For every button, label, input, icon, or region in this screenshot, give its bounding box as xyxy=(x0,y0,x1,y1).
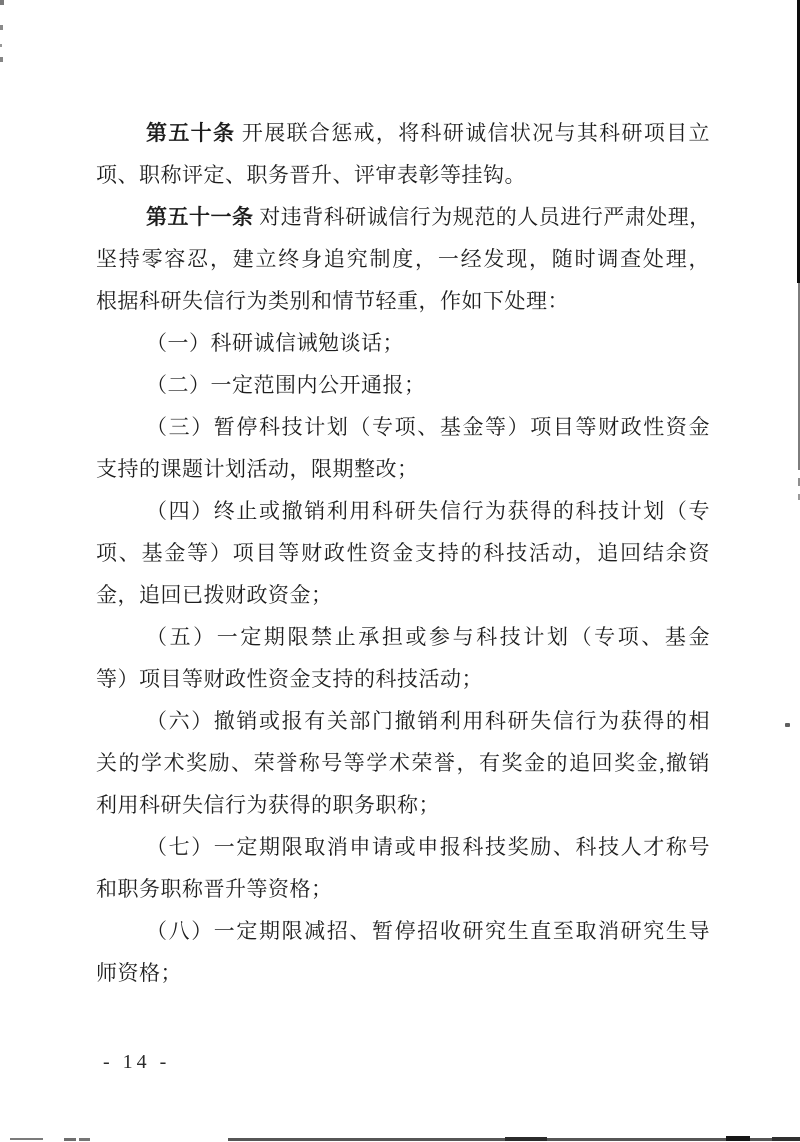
scan-artifact-left-tick xyxy=(0,0,4,5)
text-line: （三）暂停科技计划（专项、基金等）项目等财政性资金 xyxy=(146,415,710,439)
text-line: （七）一定期限取消申请或申报科技奖励、科技人才称号 xyxy=(146,835,710,859)
text-line: 和职务职称晋升等资格； xyxy=(96,877,333,901)
scan-artifact-speck xyxy=(785,723,790,727)
text-line: （一）科研诚信诫勉谈话； xyxy=(146,331,404,355)
text-line: 等）项目等财政性资金支持的科技活动； xyxy=(96,667,483,691)
scan-artifact-left-tick xyxy=(0,44,2,47)
scan-artifact-bottom-line xyxy=(505,1137,547,1141)
scan-artifact-left-tick xyxy=(0,57,3,62)
text-line: （二）一定范围内公开通报； xyxy=(146,373,426,397)
text-line: （六）撤销或报有关部门撤销利用科研失信行为获得的相 xyxy=(146,709,710,733)
text-line: 坚持零容忍，建立终身追究制度，一经发现，随时调查处理， xyxy=(96,247,710,271)
scan-artifact-bottom-line xyxy=(10,1138,43,1140)
document-body xyxy=(96,112,710,994)
text-line: （八）一定期限减招、暂停招收研究生直至取消研究生导 xyxy=(146,919,710,943)
text-line: （四）终止或撤销利用科研失信行为获得的科技计划（专 xyxy=(146,499,710,523)
text-line: 师资格； xyxy=(96,961,182,985)
scan-artifact-bottom-line xyxy=(79,1138,90,1141)
line-text: 对违背科研诚信行为规范的人员进行严肃处理， xyxy=(253,205,711,229)
scan-artifact-bottom-line xyxy=(64,1138,76,1141)
text-line: 利用科研失信行为获得的职务职称； xyxy=(96,793,440,817)
article-51-number: 第五十一条 xyxy=(146,205,254,229)
text-line: 项、基金等）项目等财政性资金支持的科技活动，追回结余资 xyxy=(96,541,710,565)
text-line xyxy=(96,112,710,154)
text-line xyxy=(96,196,710,238)
article-50-number: 第五十条 xyxy=(146,121,236,145)
text-line: 金，追回已拨财政资金； xyxy=(96,583,333,607)
line-text: 开展联合惩戒，将科研诚信状况与其科研项目立 xyxy=(235,121,711,145)
text-line: 根据科研失信行为类别和情节轻重，作如下处理： xyxy=(96,289,569,313)
text-line: 支持的课题计划活动，限期整改； xyxy=(96,457,419,481)
page-number: - 14 - xyxy=(103,1051,171,1073)
text-line: 项、职称评定、职务晋升、评审表彰等挂钩。 xyxy=(96,163,526,187)
scan-artifact-bottom-line xyxy=(228,1138,800,1141)
scan-artifact-bottom-line xyxy=(726,1136,750,1141)
scan-artifact-left-tick xyxy=(0,25,3,30)
scan-artifact-bottom-line xyxy=(772,1137,800,1141)
text-line: （五）一定期限禁止承担或参与科技计划（专项、基金 xyxy=(146,625,710,649)
text-line: 关的学术奖励、荣誉称号等学术荣誉，有奖金的追回奖金,撤销 xyxy=(96,751,710,775)
